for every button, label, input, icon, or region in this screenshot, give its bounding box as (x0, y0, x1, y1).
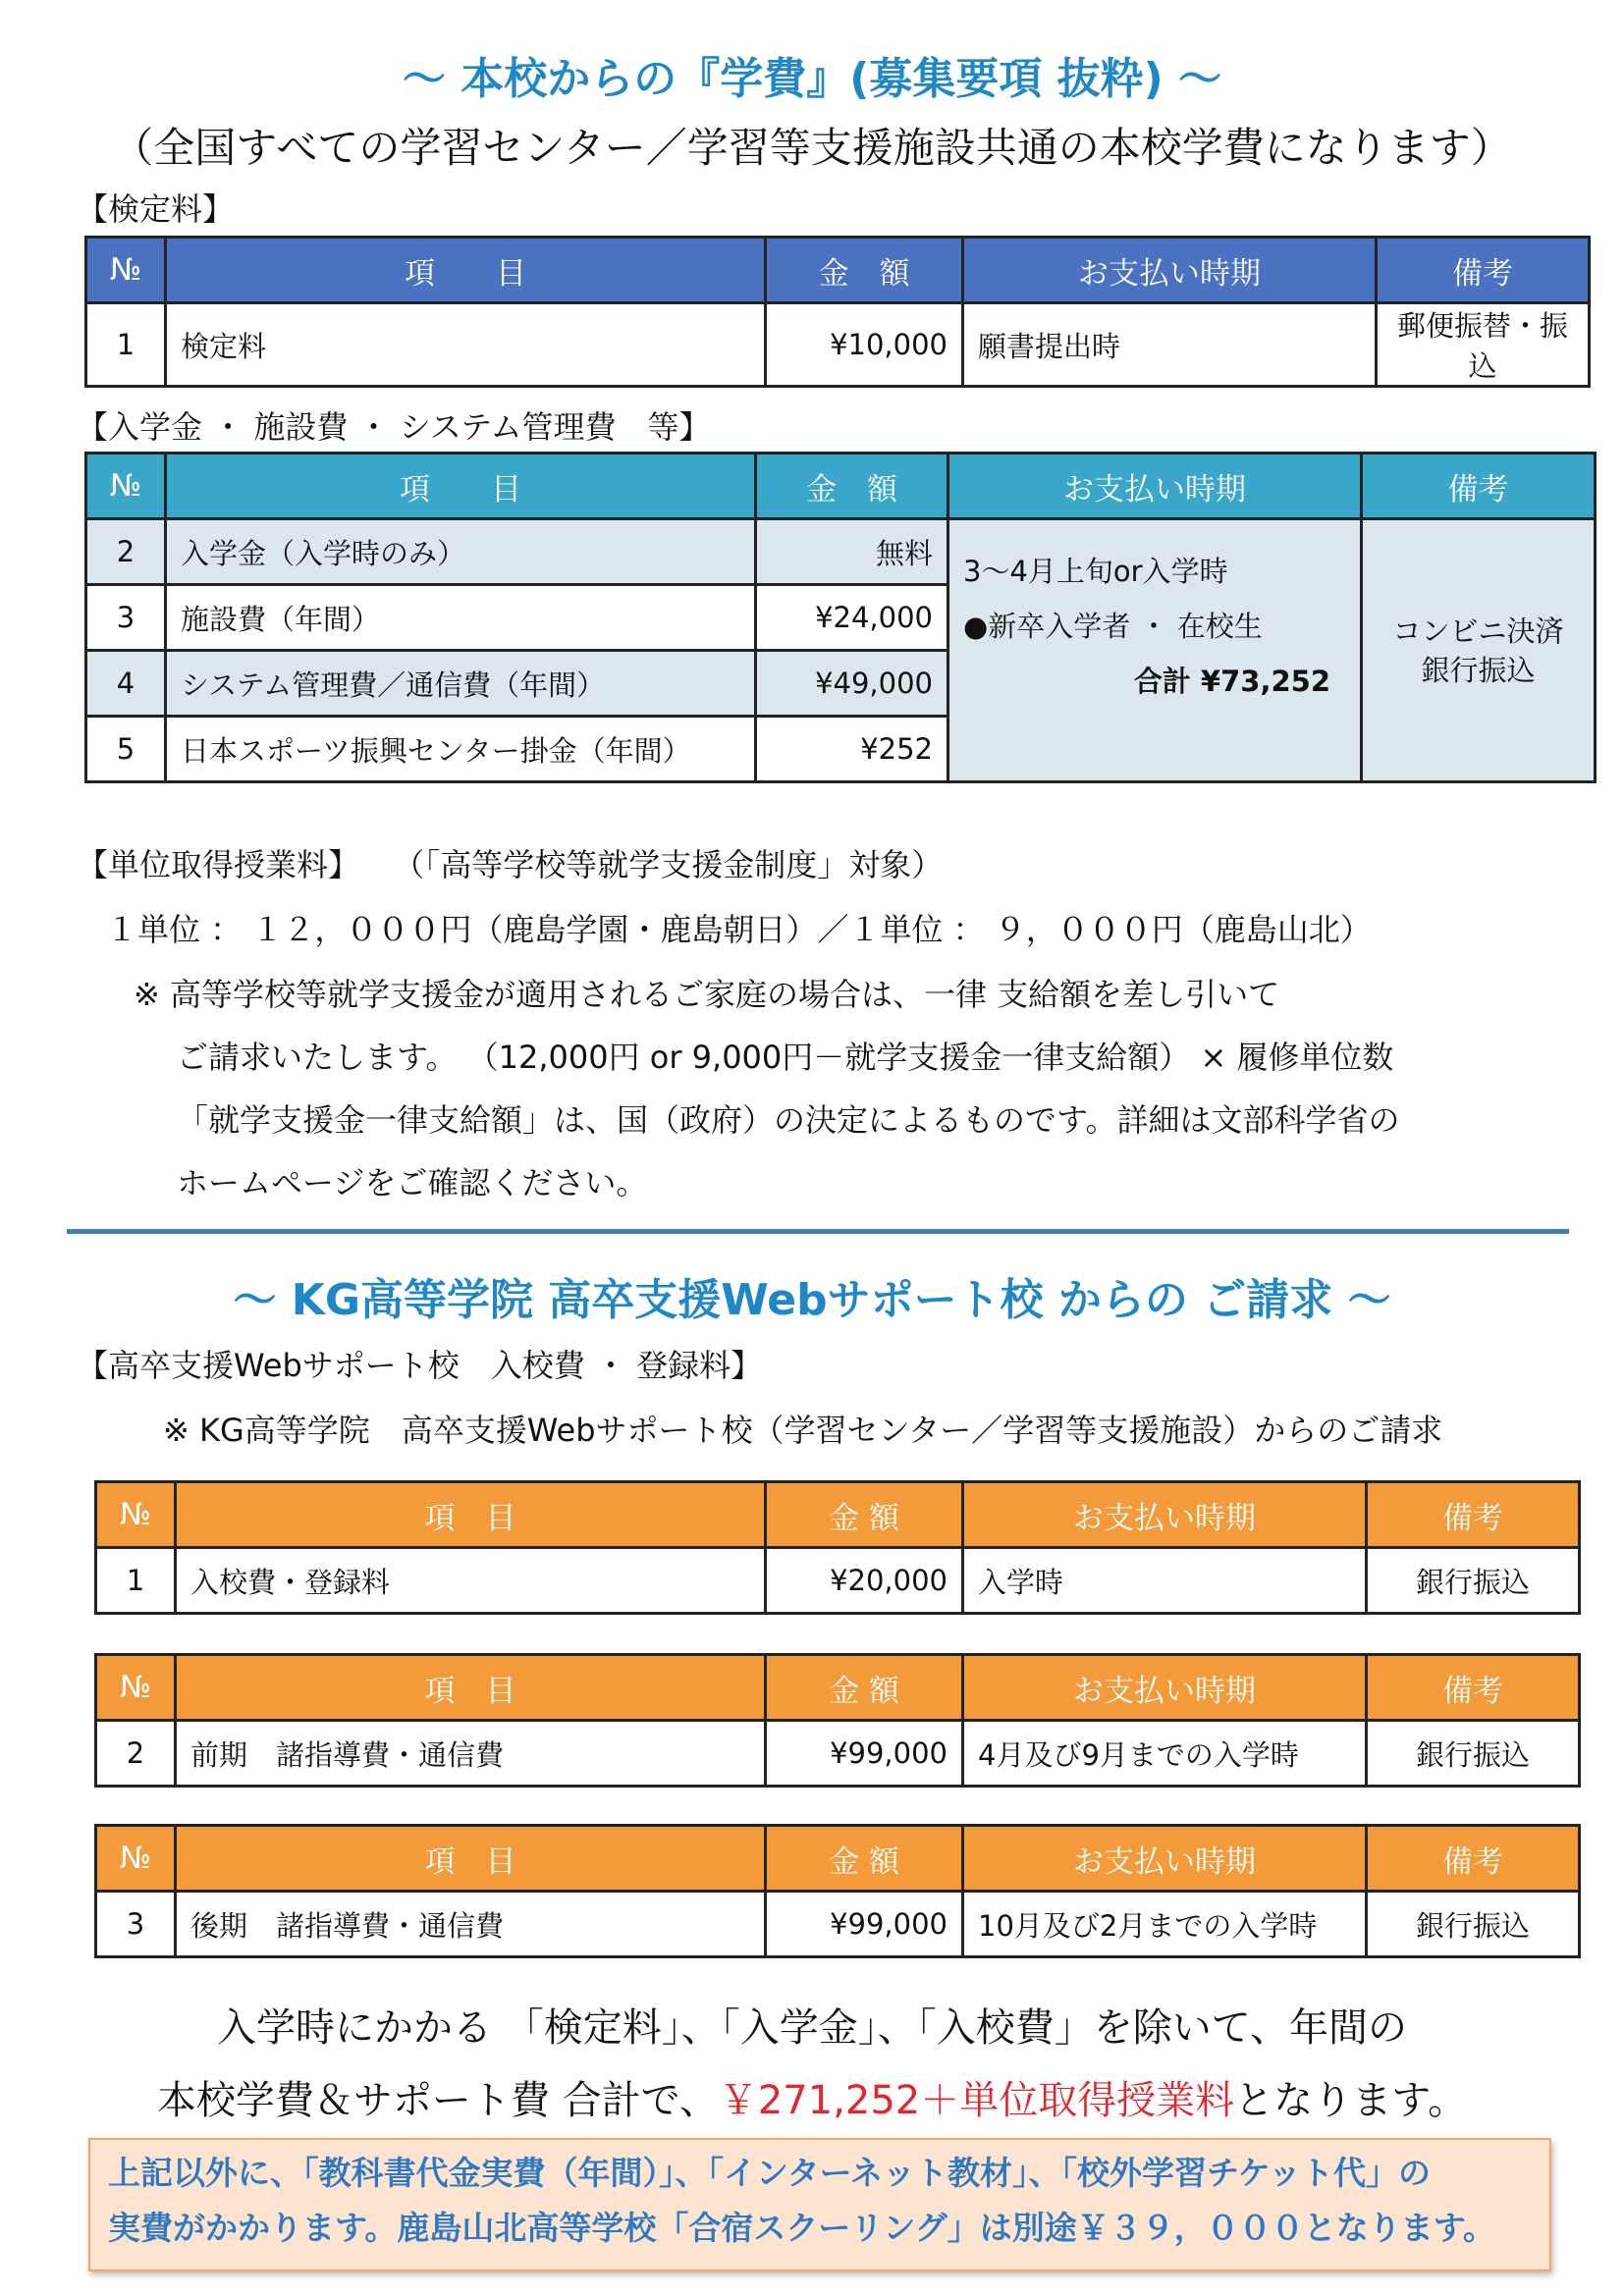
table-header-row (86, 238, 1590, 303)
admission-remark-cell (1362, 519, 1596, 782)
exam-fee-label: 【検定料】 (77, 190, 235, 228)
credit-note-4: ホームページをご確認ください。 (177, 1164, 648, 1201)
row-timing: 願書提出時 (963, 303, 1377, 387)
row-no: 1 (86, 303, 166, 387)
header-timing: お支払い時期 (948, 454, 1362, 519)
header-no: № (86, 238, 166, 303)
credit-note-3: 「就学支援金一律支給額」は、国（政府）の決定によるものです。詳細は文部科学省の (177, 1101, 1400, 1139)
header-amount: 金 額 (766, 238, 963, 303)
row-amount: ¥99,000 (766, 1892, 963, 1957)
row-item: 日本スポーツ振興センター掛金（年間） (166, 717, 756, 782)
header-amount: 金 額 (766, 1482, 963, 1548)
admission-timing-cell (948, 519, 1362, 782)
table-row (86, 519, 1596, 585)
row-amount: 無料 (756, 519, 948, 585)
row-item: 施設費（年間） (166, 585, 756, 651)
header-remark: 備考 (1367, 1482, 1580, 1548)
table-header-row (96, 1826, 1580, 1892)
header-amount: 金 額 (766, 1655, 963, 1721)
row-remark: 郵便振替・振込 (1377, 303, 1590, 387)
header-item: 項 目 (166, 238, 766, 303)
credit-label: 【単位取得授業料】 (77, 846, 360, 883)
row-amount: ¥252 (756, 717, 948, 782)
remark-line-2: 銀行振込 (1421, 653, 1536, 687)
header-no: № (96, 1482, 176, 1548)
kg-table-3 (94, 1824, 1581, 1958)
header-timing: お支払い時期 (963, 1655, 1367, 1721)
notice-line-2: 実費がかかります。鹿島山北高等学校「合宿スクーリング」は別途￥３９，０００となります。 (108, 2209, 1496, 2247)
table-row (96, 1721, 1580, 1787)
row-timing: 4月及び9月までの入学時 (963, 1721, 1367, 1787)
credit-note-1: ※ 高等学校等就学支援金が適用されるご家庭の場合は、一律 支給額を差し引いて (134, 976, 1280, 1013)
header-timing: お支払い時期 (963, 1826, 1367, 1892)
summary-line-2 (0, 2069, 1624, 2125)
table-row (86, 303, 1590, 387)
row-no: 4 (86, 651, 166, 717)
summary-highlight: ￥271,252＋単位取得授業料 (718, 2078, 1235, 2123)
row-remark: 銀行振込 (1367, 1721, 1580, 1787)
kg-note: ※ KG高等学院 高卒支援Webサポート校（学習センター／学習等支援施設）からのご請求 (163, 1412, 1443, 1449)
table-row (96, 1548, 1580, 1614)
header-item: 項 目 (176, 1482, 766, 1548)
row-amount: ¥10,000 (766, 303, 963, 387)
header-amount: 金 額 (756, 454, 948, 519)
row-timing: 10月及び2月までの入学時 (963, 1892, 1367, 1957)
header-timing: お支払い時期 (963, 1482, 1367, 1548)
kg-table-2 (94, 1653, 1581, 1788)
table-row (96, 1892, 1580, 1957)
kg-label: 【高卒支援Webサポート校 入校費 ・ 登録料】 (77, 1347, 763, 1384)
row-no: 2 (86, 519, 166, 585)
row-amount: ¥20,000 (766, 1548, 963, 1614)
table-header-row (96, 1482, 1580, 1548)
section-divider (67, 1229, 1569, 1234)
header-timing: お支払い時期 (963, 238, 1377, 303)
credit-note-2: ご請求いたします。 （12,000円 or 9,000円－就学支援金一律支給額） × 履修単位数 (177, 1039, 1394, 1076)
header-no: № (96, 1826, 176, 1892)
table-header-row (86, 454, 1596, 519)
page-title: ～ 本校からの『学費』(募集要項 抜粋) ～ (402, 54, 1222, 104)
header-no: № (96, 1655, 176, 1721)
row-item: システム管理費／通信費（年間） (166, 651, 756, 717)
table-header-row (96, 1655, 1580, 1721)
header-item: 項 目 (176, 1655, 766, 1721)
row-timing: 入学時 (963, 1548, 1367, 1614)
row-no: 3 (86, 585, 166, 651)
header-remark: 備考 (1367, 1826, 1580, 1892)
timing-line-1: 3～4月上旬or入学時 (963, 555, 1228, 588)
header-item: 項 目 (176, 1826, 766, 1892)
row-item: 検定料 (166, 303, 766, 387)
row-item: 入学金（入学時のみ） (166, 519, 756, 585)
row-no: 3 (96, 1892, 176, 1957)
row-item: 入校費・登録料 (176, 1548, 766, 1614)
kg-section-title: ～ KG高等学院 高卒支援Webサポート校 からの ご請求 ～ (233, 1275, 1391, 1325)
summary-prefix: 本校学費＆サポート費 合計で、 (156, 2078, 719, 2123)
row-amount: ¥24,000 (756, 585, 948, 651)
row-no: 5 (86, 717, 166, 782)
admission-table (84, 452, 1597, 783)
notice-box (88, 2138, 1551, 2271)
row-amount: ¥99,000 (766, 1721, 963, 1787)
summary-line-1: 入学時にかかる 「検定料」、「入学金」、「入校費」を除いて、年間の (217, 2005, 1407, 2051)
timing-total: 合計 ¥73,252 (1133, 665, 1330, 698)
row-remark: 銀行振込 (1367, 1892, 1580, 1957)
header-item: 項 目 (166, 454, 756, 519)
exam-fee-table (84, 236, 1591, 388)
row-no: 1 (96, 1548, 176, 1614)
kg-table-1 (94, 1480, 1581, 1615)
row-item: 後期 諸指導費・通信費 (176, 1892, 766, 1957)
row-amount: ¥49,000 (756, 651, 948, 717)
credit-rate: １単位 ： １２，０００円（鹿島学園・鹿島朝日）／１単位 ： ９，０００円（鹿島山北） (106, 911, 1372, 948)
timing-line-2: ●新卒入学者 ・ 在校生 (963, 610, 1263, 643)
row-item: 前期 諸指導費・通信費 (176, 1721, 766, 1787)
header-remark: 備考 (1362, 454, 1596, 519)
row-no: 2 (96, 1721, 176, 1787)
credit-label-note: （「高等学校等就学支援金制度」対象） (393, 846, 944, 883)
header-no: № (86, 454, 166, 519)
row-remark: 銀行振込 (1367, 1548, 1580, 1614)
header-amount: 金 額 (766, 1826, 963, 1892)
page-subtitle: （全国すべての学習センター／学習等支援施設共通の本校学費になります） (112, 124, 1512, 172)
header-remark: 備考 (1377, 238, 1590, 303)
summary-suffix: となります。 (1234, 2078, 1468, 2123)
remark-line-1: コンビニ決済 (1392, 614, 1564, 648)
credit-label-row (77, 840, 943, 885)
notice-line-1: 上記以外に、「教科書代金実費（年間）」、「インターネット教材」、「校外学習チケット代」の (108, 2154, 1432, 2192)
admission-label: 【入学金 ・ 施設費 ・ システム管理費 等】 (77, 408, 711, 446)
header-remark: 備考 (1367, 1655, 1580, 1721)
